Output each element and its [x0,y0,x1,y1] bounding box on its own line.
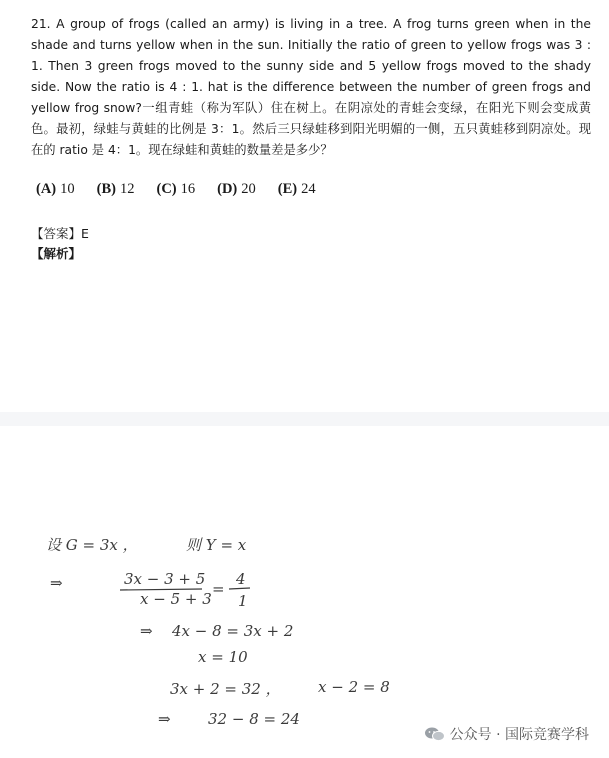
answer-label: 【答案】 [31,226,82,241]
hw-arrow-3: ⇒ [158,710,171,728]
hw-line1a: 设 G = 3x ， [46,536,138,554]
hw-line6: 32 − 8 = 24 [208,710,300,728]
choice-d: (D) 20 [217,181,256,197]
hw-line5b: x − 2 = 8 [318,678,390,696]
hw-line4: x = 10 [198,648,248,666]
watermark [424,724,589,744]
watermark-text: 公众号 · 国际竞赛学科 [449,727,589,743]
hw-arrow-1: ⇒ [50,574,63,592]
answer-value: E [81,226,89,241]
choice-e: (E) 24 [277,181,316,197]
choice-b: (B) 12 [96,181,135,197]
wechat-icon [424,726,446,742]
answer-line [31,224,89,244]
problem-text: 21. A group of frogs (called an army) is living in a tree. A frog turns green when in the shade and turns yellow when in the sun. Initially the ratio of green to yellow frogs was 3 : 1. Then 3 green frogs moved to the sunny side and 5 yellow frogs moved to the shady side. Now the ratio is 4 : 1. hat is the difference between the number of green frogs and yellow frog snow?一组青蛙（称为军队）住在树上。在阴凉处的青蛙会变绿，在阳光下则会变成黄色。最初，绿蛙与黄蛙的比例是 3：1。然后三只绿蛙移到阳光明媚的一侧，五只黄蛙移到阴凉处。现在的 ratio 是 4：1。现在绿蛙和黄蛙的数量差是多少？ [31,17,591,157]
analysis-label: 【解析】 [31,246,82,261]
section-divider [0,412,609,426]
hw-rhs-den: 1 [238,592,248,610]
hw-frac-num: 3x − 3 + 5 [124,570,206,588]
hw-rhs-num: 4 [236,570,246,588]
hw-rhs-bar [229,588,250,589]
choice-a: (A) 10 [36,181,75,197]
hw-arrow-2: ⇒ [140,622,153,640]
choice-c: (C) 16 [156,181,196,197]
hw-line5a: 3x + 2 = 32 ， [170,680,281,698]
hw-line1b: 则 Y = x [186,536,247,554]
handwritten-solution [0,426,609,758]
hw-frac-den: x − 5 + 3 [140,590,212,608]
answer-choices [36,181,338,198]
hw-line3: 4x − 8 = 3x + 2 [172,622,294,640]
hw-eq: = [212,580,225,598]
